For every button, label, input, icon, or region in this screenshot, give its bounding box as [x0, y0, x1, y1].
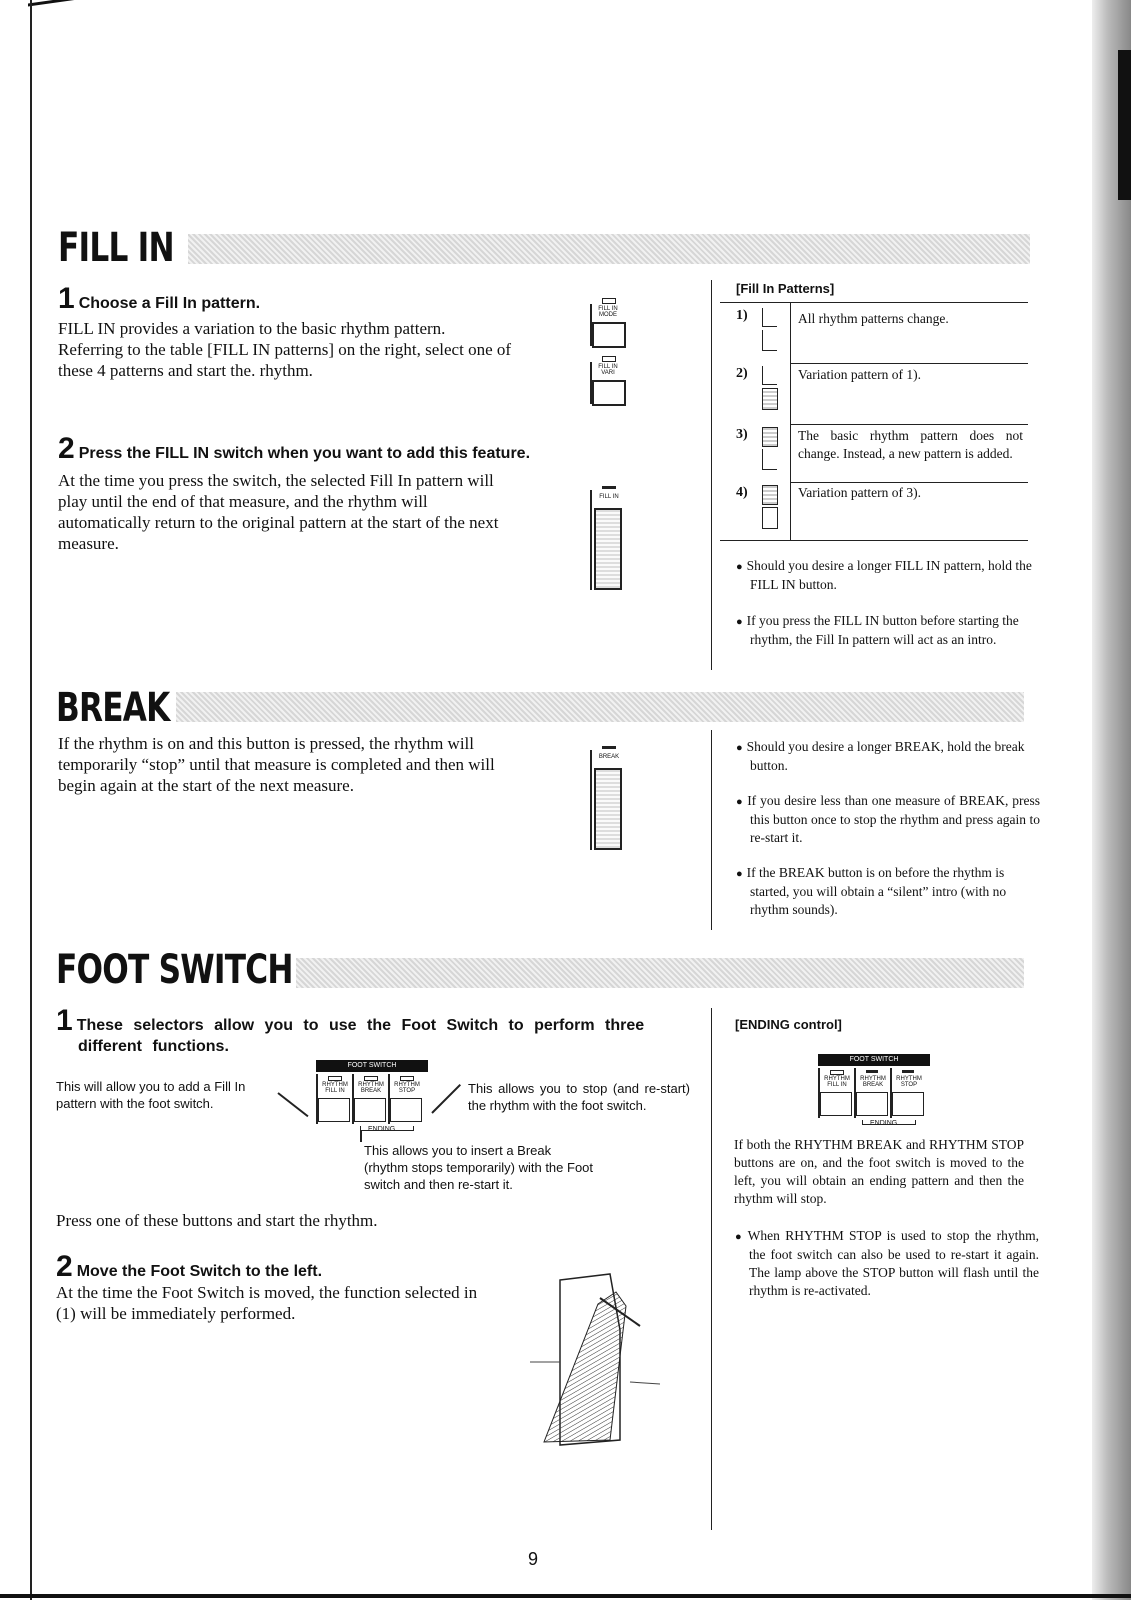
callout-right-line: [431, 1084, 461, 1114]
break-heading: BREAK: [56, 685, 170, 731]
fill-in-column-divider: [711, 280, 712, 670]
callout-bottom-line: [360, 1130, 362, 1142]
pattern-number: 3): [736, 427, 748, 442]
callout-left: This will allow you to add a Fill In pattern with the foot switch.: [56, 1079, 246, 1111]
ending-control-panel: [818, 1054, 930, 1120]
callout-right: This allows you to stop (and re-start) the rhythm with the foot switch.: [468, 1081, 690, 1113]
fill-in-heading-band: [188, 234, 1030, 264]
press-text: Press one of these buttons and start the rhythm.: [56, 1211, 378, 1230]
switch-label: FILL IN MODE: [598, 306, 618, 318]
pattern-row-2: [720, 364, 1028, 420]
lamp-icon: [902, 1070, 914, 1073]
rhythm-stop-button: [892, 1092, 924, 1116]
button-label: RHYTHM FILL IN: [824, 1076, 850, 1088]
mini-switch-icon: [762, 308, 777, 327]
ending-bracket: [862, 1120, 916, 1125]
break-body: If the rhythm is on and this button is pressed, the rhythm will temporarily “stop” until that measure is completed and then will begin again at the start of the next measure.: [58, 734, 495, 795]
mini-switch-icon: [762, 330, 777, 351]
lamp-icon: [866, 1070, 878, 1073]
step-number: 1: [58, 282, 75, 315]
page-left-edge: [30, 0, 32, 1600]
ending-control-note: ● When RHYTHM STOP is used to stop the rhythm, the foot switch can also be used to re-start it again. The lamp above the STOP button will flash until the rhythm is re-activated.: [735, 1227, 1039, 1300]
button-label: RHYTHM STOP: [394, 1082, 420, 1094]
fill-in-note-1: ● Should you desire a longer FILL IN pattern, hold the FILL IN button.: [736, 557, 1040, 594]
fill-in-step1-body: FILL IN provides a variation to the basic rhythm pattern. Referring to the table [FILL IN patterns] on the right, select one of these 4 patterns and start the. rhythm.: [58, 319, 512, 380]
rhythm-fill-in-button: [318, 1098, 350, 1122]
break-heading-band: [176, 692, 1024, 722]
fill-in-heading: FILL IN: [58, 225, 174, 271]
switch-side: [890, 1068, 892, 1118]
button-label: RHYTHM BREAK: [358, 1082, 384, 1094]
step-number: 2: [56, 1250, 73, 1283]
foot-switch-panel: [316, 1060, 428, 1126]
button-label: RHYTHM BREAK: [860, 1076, 886, 1088]
mini-switch-icon: [762, 427, 778, 447]
foot-pedal-illustration: [530, 1270, 690, 1450]
button-label: RHYTHM STOP: [896, 1076, 922, 1088]
rhythm-break-button: [856, 1092, 888, 1116]
switch-label: FILL IN: [599, 494, 619, 500]
panel-title: FOOT SWITCH: [818, 1054, 930, 1066]
callout-left-line: [277, 1092, 308, 1117]
break-column-divider: [711, 730, 712, 930]
step-number: 2: [58, 432, 75, 465]
step-title: Press the FILL IN switch when you want to add this feature.: [78, 445, 531, 462]
foot-switch-heading-band: [296, 958, 1024, 988]
pattern-text: The basic rhythm pattern does not change. Instead, a new pattern is added.: [798, 428, 1023, 461]
switch-side: [854, 1068, 856, 1118]
switch-button: [594, 508, 622, 590]
pattern-number: 1): [736, 308, 748, 323]
switch-button: [592, 380, 626, 406]
fill-in-mode-switch: [590, 298, 630, 346]
rhythm-break-button: [354, 1098, 386, 1122]
page-right-tab: [1118, 50, 1131, 200]
switch-side: [388, 1074, 390, 1124]
switch-side: [352, 1074, 354, 1124]
foot-switch-heading: FOOT SWITCH: [56, 947, 293, 993]
ending-label: ENDING: [870, 1120, 898, 1127]
switch-side: [590, 362, 592, 404]
fill-in-switch: [590, 484, 630, 590]
rhythm-stop-button: [390, 1098, 422, 1122]
mini-switch-icon: [762, 485, 778, 505]
step-title: These selectors allow you to use the Foot Switch to perform three different functions.: [76, 1017, 645, 1055]
page-number: 9: [528, 1549, 539, 1569]
foot-switch-step1: [56, 1004, 718, 1056]
lamp-icon: [602, 746, 616, 749]
callout-bottom: This allows you to insert a Break (rhythm stops temporarily) with the Foot switch and then re-start it.: [364, 1143, 594, 1192]
foot-switch-column-divider: [711, 1008, 712, 1530]
page-corner-mark: [28, 0, 78, 7]
lamp-icon: [400, 1076, 414, 1081]
switch-side: [316, 1074, 318, 1124]
pattern-text: Variation pattern of 3).: [798, 485, 921, 500]
ending-label: ENDING: [368, 1126, 396, 1133]
pattern-text: Variation pattern of 1).: [798, 367, 921, 382]
button-label: RHYTHM FILL IN: [322, 1082, 348, 1094]
step-title: Move the Foot Switch to the left.: [76, 1263, 323, 1280]
switch-side: [590, 490, 592, 590]
step-title: Choose a Fill In pattern.: [78, 295, 261, 312]
ending-control-text: If both the RHYTHM BREAK and RHYTHM STOP buttons are on, and the foot switch is moved to the left, you will obtain an ending pattern and then the rhythm will stop.: [734, 1137, 1024, 1206]
foot-switch-step2-body: At the time the Foot Switch is moved, the function selected in (1) will be immediately performed.: [56, 1283, 478, 1323]
pattern-row-3: [720, 425, 1028, 481]
fill-in-step1: [58, 282, 578, 316]
switch-side: [590, 304, 592, 346]
lamp-icon: [602, 298, 616, 304]
fill-in-vari-switch: [590, 356, 630, 404]
panel-title: FOOT SWITCH: [316, 1060, 428, 1072]
break-switch: [590, 744, 630, 850]
fill-in-note-2: ● If you press the FILL IN button before starting the rhythm, the Fill In pattern will act as an intro.: [736, 612, 1040, 649]
lamp-icon: [602, 486, 616, 489]
ending-bracket: [360, 1126, 414, 1131]
fill-in-step2-body: At the time you press the switch, the selected Fill In pattern will play until the end of that measure, and the rhythm will automatically return to the original pattern at the start of the next measure.: [58, 471, 499, 553]
page-bottom-edge: [0, 1594, 1131, 1598]
switch-button: [592, 322, 626, 348]
table-bottom-rule: [720, 540, 1028, 541]
break-note-1: ● Should you desire a longer BREAK, hold the break button.: [736, 738, 1040, 775]
table-top-rule: [720, 302, 1028, 303]
rhythm-fill-in-button: [820, 1092, 852, 1116]
ending-control-title: [ENDING control]: [735, 1017, 842, 1032]
fill-in-step2: [58, 432, 618, 466]
pattern-text: All rhythm patterns change.: [798, 311, 949, 326]
switch-side: [818, 1068, 820, 1118]
mini-switch-icon: [762, 449, 777, 470]
step-number: 1: [56, 1004, 73, 1037]
mini-switch-icon: [762, 507, 778, 529]
break-note-3: ● If the BREAK button is on before the rhythm is started, you will obtain a “silent” intro (with no rhythm sounds).: [736, 864, 1040, 919]
switch-label: FILL IN VARI: [598, 364, 618, 376]
pattern-number: 4): [736, 485, 748, 500]
mini-switch-icon: [762, 366, 777, 385]
page-right-edge-shadow: [1092, 0, 1131, 1600]
lamp-icon: [364, 1076, 378, 1081]
break-note-2: ● If you desire less than one measure of BREAK, press this button once to stop the rhythm and press again to re-start it.: [736, 792, 1040, 847]
pattern-row-1: [720, 306, 1028, 362]
switch-side: [590, 750, 592, 850]
lamp-icon: [328, 1076, 342, 1081]
mini-switch-icon: [762, 388, 778, 410]
pattern-row-4: [720, 483, 1028, 539]
lamp-icon: [830, 1070, 844, 1075]
lamp-icon: [602, 356, 616, 362]
fill-in-patterns-title: [Fill In Patterns]: [736, 281, 835, 296]
switch-button: [594, 768, 622, 850]
pattern-number: 2): [736, 366, 748, 381]
switch-label: BREAK: [598, 754, 620, 760]
